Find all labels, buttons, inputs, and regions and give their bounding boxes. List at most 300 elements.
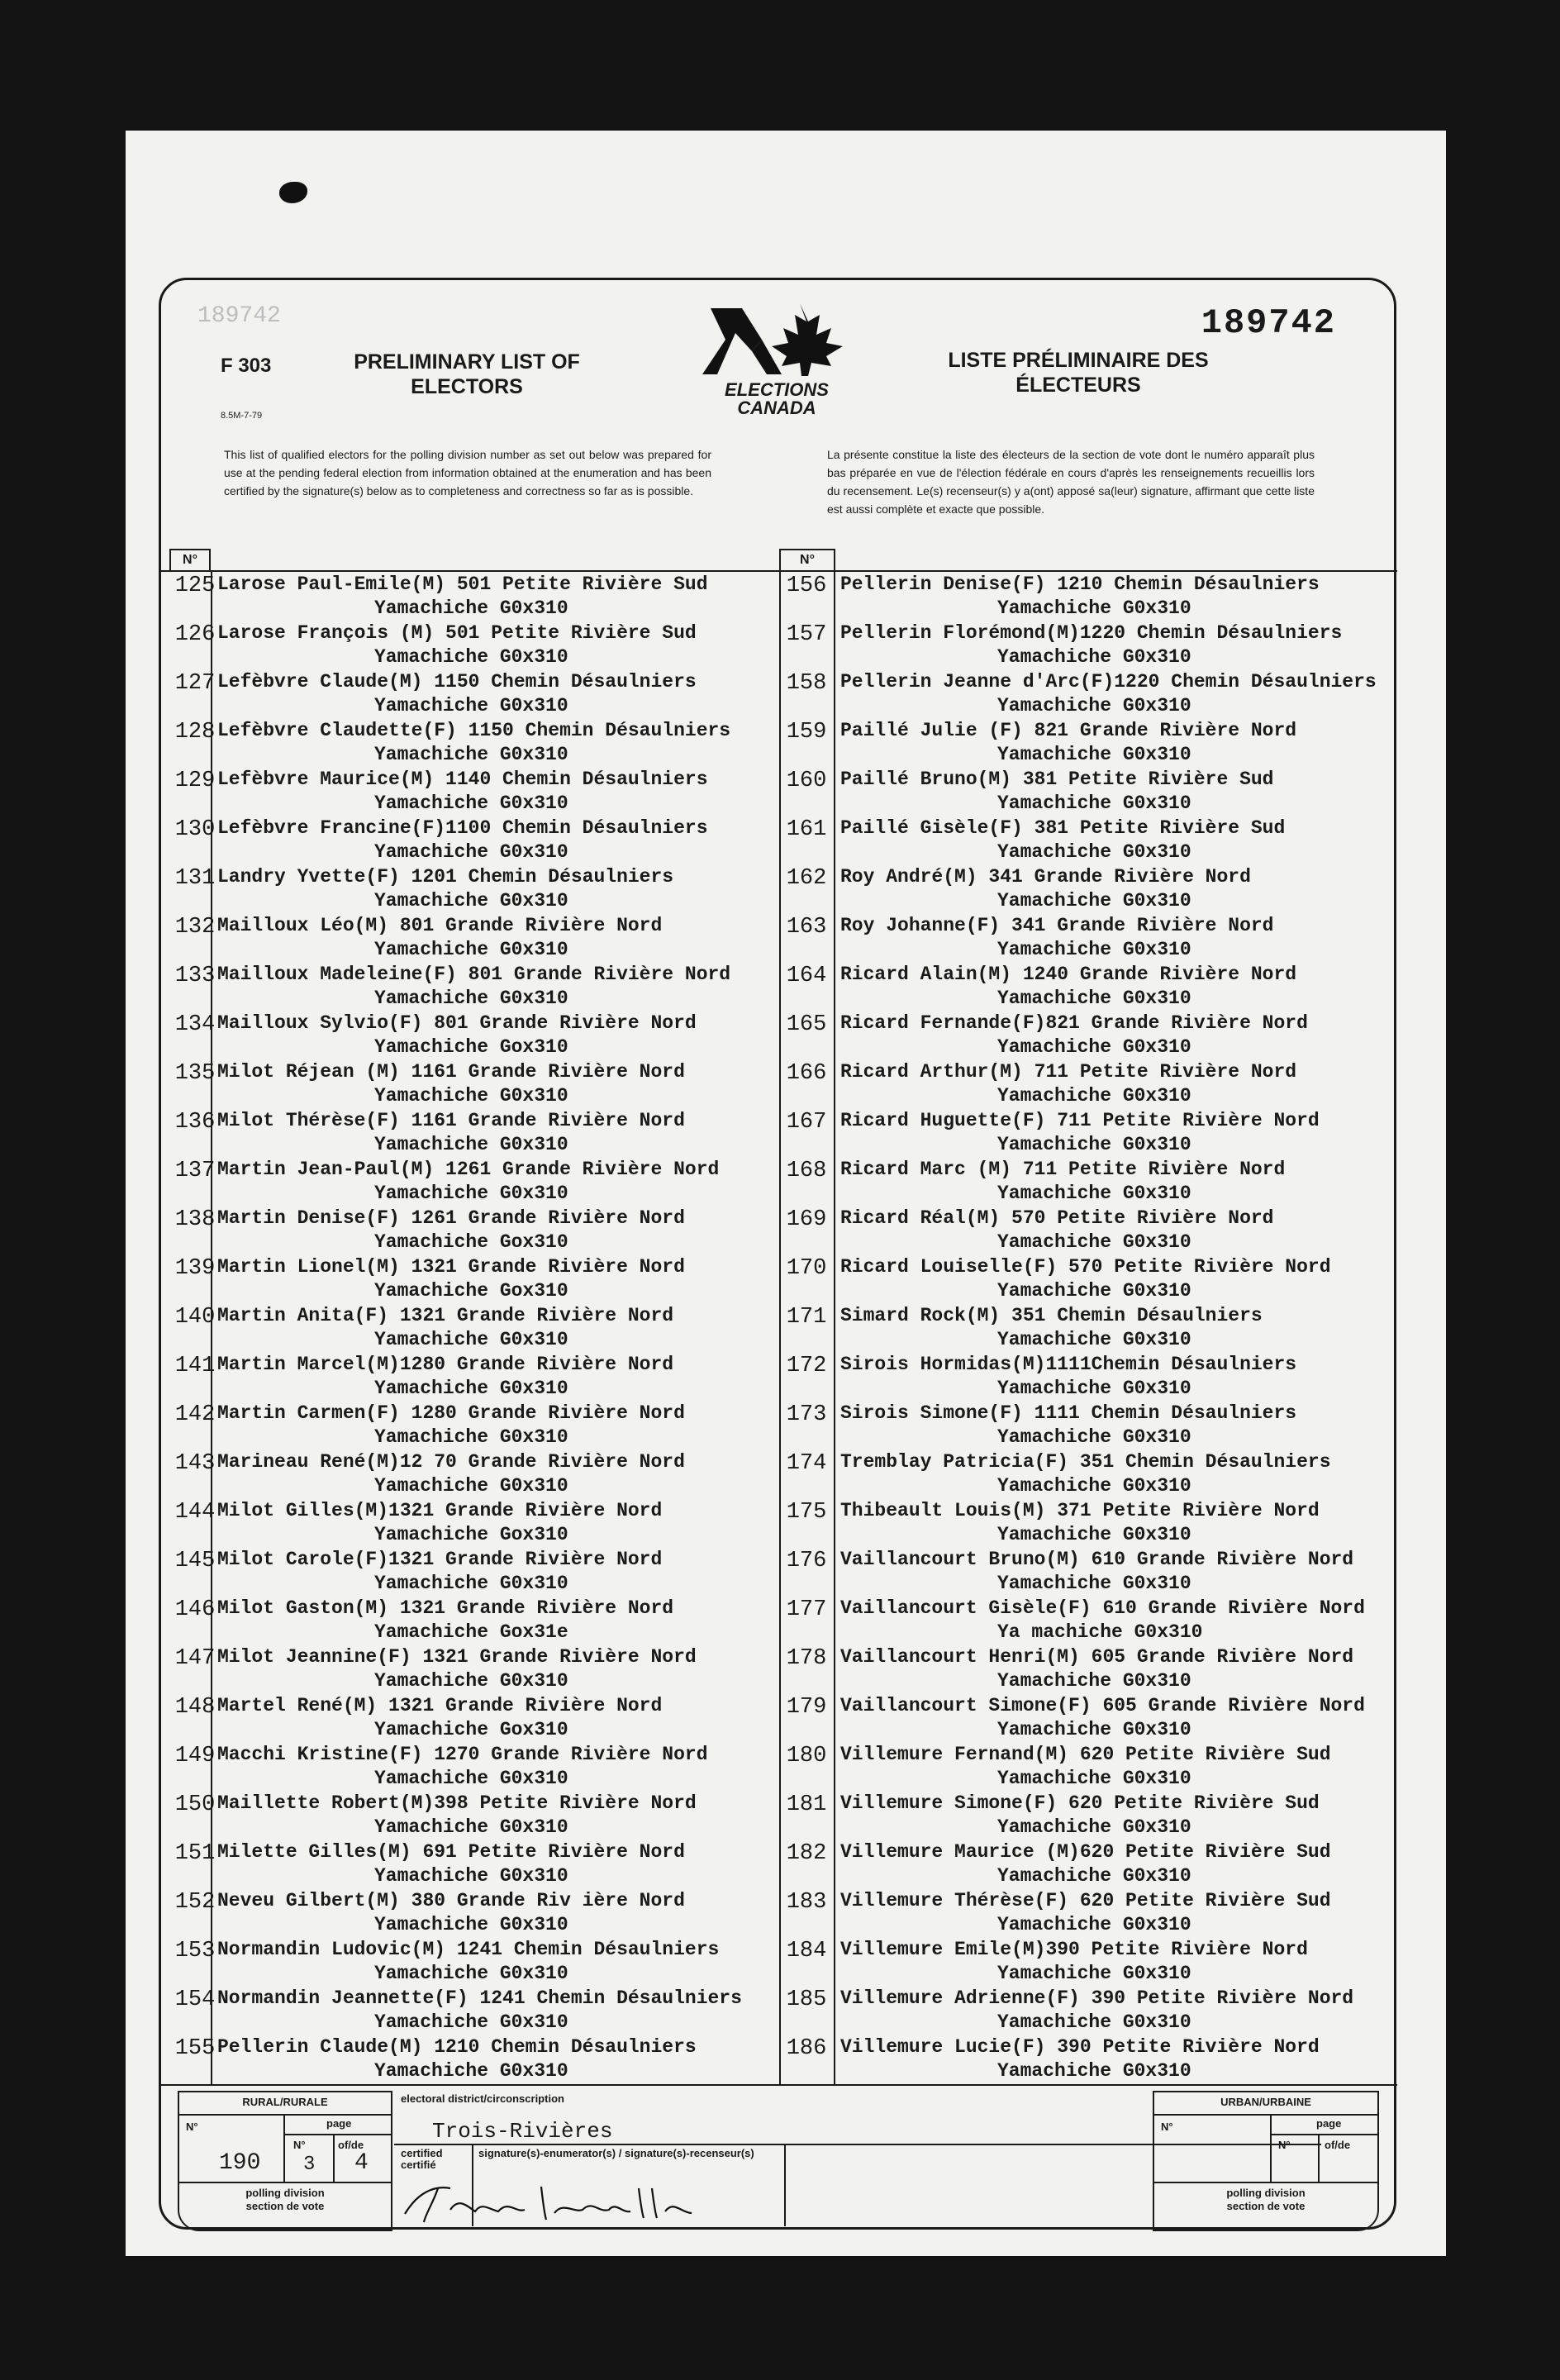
elector-name-address: Neveu Gilbert(M) 380 Grande Riv ière Nord <box>217 1890 685 1911</box>
elector-municipality: Yamachiche G0x310 <box>374 2060 568 2082</box>
elector-number: 164 <box>786 964 827 988</box>
elector-row <box>781 913 1397 962</box>
elector-municipality: Yamachiche G0x310 <box>374 695 568 716</box>
title-french <box>905 348 1252 397</box>
title-english <box>310 350 624 399</box>
elector-name-address: Villemure Emile(M)390 Petite Rivière Nord <box>840 1939 1308 1960</box>
elector-row <box>781 1254 1397 1303</box>
elector-municipality: Yamachiche G0x310 <box>374 1475 568 1497</box>
elector-municipality: Yamachiche G0x310 <box>374 841 568 863</box>
elector-name-address: Larose Paul-Emile(M) 501 Petite Rivière Sud <box>217 574 708 595</box>
elector-municipality: Yamachiche G0x310 <box>997 2060 1191 2082</box>
elector-municipality: Yamachiche G0x310 <box>374 1573 568 1594</box>
elector-row <box>781 718 1397 767</box>
elector-name-address: Lefèbvre Maurice(M) 1140 Chemin Désaulniers <box>217 769 708 790</box>
elector-municipality: Yamachiche Gox310 <box>374 1231 568 1253</box>
rural-col1 <box>283 2114 285 2182</box>
elector-row <box>781 2035 1397 2083</box>
elector-name-address: Normandin Jeannette(F) 1241 Chemin Désaulniers <box>217 1987 742 2009</box>
no-header-right: N° <box>779 549 835 570</box>
elector-row <box>169 572 779 621</box>
elector-name-address: Sirois Hormidas(M)1111Chemin Désaulniers <box>840 1354 1297 1375</box>
elector-number: 132 <box>174 915 216 940</box>
elector-number: 184 <box>786 1939 827 1963</box>
elector-row <box>781 1303 1397 1352</box>
elector-name-address: Mailloux Madeleine(F) 801 Grande Rivière Nord <box>217 964 731 985</box>
elector-municipality: Yamachiche G0x310 <box>997 1183 1191 1204</box>
elector-municipality: Yamachiche G0x310 <box>997 841 1191 863</box>
elector-name-address: Paillé Gisèle(F) 381 Petite Rivière Sud <box>840 817 1286 839</box>
elector-row <box>169 1693 779 1742</box>
elector-name-address: Lefèbvre Claude(M) 1150 Chemin Désaulniers <box>217 671 697 693</box>
elector-number: 130 <box>174 817 216 842</box>
elector-municipality: Yamachiche G0x310 <box>997 1719 1191 1740</box>
elector-municipality: Yamachiche G0x310 <box>374 1865 568 1887</box>
elector-row <box>169 1888 779 1937</box>
elector-municipality: Yamachiche G0x310 <box>374 1670 568 1692</box>
elector-municipality: Yamachiche G0x310 <box>997 646 1191 668</box>
district-value: Trois-Rivières <box>432 2119 613 2144</box>
urban-polling-label-fr: section de vote <box>1226 2200 1306 2212</box>
elector-number: 131 <box>174 866 216 891</box>
elector-name-address: Vaillancourt Bruno(M) 610 Grande Rivière Nord <box>840 1549 1354 1570</box>
polling-division-number: 190 <box>219 2150 261 2176</box>
elector-number: 166 <box>786 1061 827 1086</box>
elector-municipality: Yamachiche G0x310 <box>997 1378 1191 1399</box>
elector-row <box>169 1596 779 1645</box>
elector-municipality: Yamachiche G0x310 <box>374 793 568 814</box>
elector-name-address: Villemure Fernand(M) 620 Petite Rivière Sud <box>840 1744 1331 1765</box>
elector-name-address: Simard Rock(M) 351 Chemin Désaulniers <box>840 1305 1263 1326</box>
urban-page-label: page <box>1316 2117 1342 2130</box>
elector-municipality: Yamachiche G0x310 <box>997 1914 1191 1935</box>
elector-row <box>169 1303 779 1352</box>
elector-row <box>781 1059 1397 1108</box>
form-date: 8.5M-7-79 <box>221 411 263 421</box>
elector-row <box>169 2035 779 2083</box>
elector-number: 140 <box>174 1305 216 1330</box>
logo-text <box>702 381 851 417</box>
elector-municipality: Yamachiche G0x310 <box>997 890 1191 912</box>
rural-polling-label: polling division <box>245 2187 325 2199</box>
elector-row <box>781 864 1397 913</box>
elector-row <box>169 1011 779 1059</box>
elector-municipality: Yamachiche G0x310 <box>374 1085 568 1107</box>
elector-number: 159 <box>786 720 827 745</box>
elector-row <box>169 1059 779 1108</box>
elector-municipality: Yamachiche G0x310 <box>997 1280 1191 1302</box>
elector-name-address: Martin Carmen(F) 1280 Grande Rivière Nord <box>217 1402 685 1424</box>
elector-number: 133 <box>174 964 216 988</box>
elector-municipality: Yamachiche G0x310 <box>374 988 568 1009</box>
elector-municipality: Yamachiche Gox31e <box>374 1621 568 1643</box>
elector-number: 125 <box>174 574 216 598</box>
elector-number: 146 <box>174 1597 216 1622</box>
elector-name-address: Mailloux Sylvio(F) 801 Grande Rivière Nord <box>217 1012 697 1034</box>
elector-name-address: Ricard Louiselle(F) 570 Petite Rivière Nord <box>840 1256 1331 1278</box>
elector-municipality: Yamachiche G0x310 <box>374 1378 568 1399</box>
elector-number: 126 <box>174 622 216 647</box>
logo-line1: ELECTIONS <box>725 379 829 400</box>
elector-municipality: Yamachiche G0x310 <box>374 744 568 765</box>
urban-of-label: of/de <box>1325 2139 1351 2151</box>
elector-row <box>169 1254 779 1303</box>
elector-name-address: Lefèbvre Francine(F)1100 Chemin Désaulniers <box>217 817 708 839</box>
elector-row <box>169 669 779 718</box>
elector-name-address: Sirois Simone(F) 1111 Chemin Désaulniers <box>840 1402 1297 1424</box>
elector-municipality: Yamachiche G0x310 <box>997 695 1191 716</box>
elector-row <box>781 962 1397 1011</box>
elector-number: 186 <box>786 2036 827 2061</box>
elector-municipality: Yamachiche G0x310 <box>997 1768 1191 1789</box>
elector-municipality: Yamachiche G0x310 <box>997 1963 1191 1984</box>
elector-municipality: Yamachiche G0x310 <box>997 1329 1191 1350</box>
elector-name-address: Martin Lionel(M) 1321 Grande Rivière Nord <box>217 1256 685 1278</box>
elector-municipality: Yamachiche G0x310 <box>997 1573 1191 1594</box>
elector-municipality: Yamachiche G0x310 <box>374 1426 568 1448</box>
elector-row <box>169 1645 779 1693</box>
elector-number: 154 <box>174 1987 216 2012</box>
elector-row <box>781 1937 1397 1986</box>
elector-row <box>781 1449 1397 1498</box>
elections-canada-logo <box>702 300 868 424</box>
elector-number: 127 <box>174 671 216 696</box>
elector-row <box>169 621 779 669</box>
elector-municipality: Yamachiche G0x310 <box>374 1134 568 1155</box>
elector-number: 152 <box>174 1890 216 1915</box>
elector-row <box>169 1840 779 1888</box>
rural-polling-label-fr: section de vote <box>245 2200 325 2212</box>
elector-number: 153 <box>174 1939 216 1963</box>
urban-col1 <box>1270 2114 1272 2182</box>
elector-number: 135 <box>174 1061 216 1086</box>
elector-row <box>781 1840 1397 1888</box>
elector-name-address: Villemure Lucie(F) 390 Petite Rivière Nord <box>840 2036 1320 2058</box>
elector-number: 172 <box>786 1354 827 1378</box>
rural-rule <box>179 2114 391 2116</box>
elector-number: 176 <box>786 1549 827 1573</box>
elector-number: 134 <box>174 1012 216 1037</box>
elector-number: 155 <box>174 2036 216 2061</box>
elector-name-address: Macchi Kristine(F) 1270 Grande Rivière Nord <box>217 1744 708 1765</box>
elector-number: 162 <box>786 866 827 891</box>
elector-name-address: Milette Gilles(M) 691 Petite Rivière Nord <box>217 1841 685 1863</box>
elector-name-address: Vaillancourt Simone(F) 605 Grande Rivière Nord <box>840 1695 1365 1716</box>
urban-no-label: N° <box>1161 2121 1173 2133</box>
elector-municipality: Yamachiche G0x310 <box>374 646 568 668</box>
elector-number: 169 <box>786 1207 827 1232</box>
description-french: La présente constitue la liste des électeurs de la section de vote dont le numéro apparaît plus bas préparée en vue de l'élection fédérale en cours d'après les renseignements recueillis lors du recensement. Le(s) recenseur(s) y a(ont) apposé sa(leur) signature, affirmant que cette liste est aussi complète et exacte que possible. <box>827 448 1315 516</box>
elector-name-address: Vaillancourt Gisèle(F) 610 Grande Rivière Nord <box>840 1597 1365 1619</box>
serial-number: 189742 <box>1201 303 1336 343</box>
elector-row <box>781 1742 1397 1791</box>
elector-number: 185 <box>786 1987 827 2012</box>
elector-name-address: Pellerin Claude(M) 1210 Chemin Désaulniers <box>217 2036 697 2058</box>
elector-municipality: Yamachiche G0x310 <box>374 1914 568 1935</box>
elector-number: 171 <box>786 1305 827 1330</box>
elector-row <box>169 1742 779 1791</box>
elector-number: 163 <box>786 915 827 940</box>
elector-number: 144 <box>174 1500 216 1525</box>
elector-number: 175 <box>786 1500 827 1525</box>
urban-bottom-rule <box>1154 2182 1377 2183</box>
elector-number: 181 <box>786 1792 827 1817</box>
rural-col2 <box>333 2134 335 2182</box>
elector-municipality: Yamachiche G0x310 <box>997 1865 1191 1887</box>
elector-name-address: Martin Marcel(M)1280 Grande Rivière Nord <box>217 1354 674 1375</box>
elector-number: 148 <box>174 1695 216 1720</box>
form-sheet <box>126 131 1446 2256</box>
elector-name-address: Martin Anita(F) 1321 Grande Rivière Nord <box>217 1305 674 1326</box>
urban-label: URBAN/URBAINE <box>1220 2096 1311 2108</box>
elector-row <box>781 1011 1397 1059</box>
elector-municipality: Yamachiche G0x310 <box>997 2011 1191 2033</box>
elector-name-address: Martin Jean-Paul(M) 1261 Grande Rivière Nord <box>217 1159 720 1180</box>
logo-line2: CANADA <box>737 397 816 418</box>
elector-municipality: Yamachiche G0x310 <box>374 1768 568 1789</box>
elector-number: 157 <box>786 622 827 647</box>
elector-row <box>781 621 1397 669</box>
elector-name-address: Ricard Marc (M) 711 Petite Rivière Nord <box>840 1159 1286 1180</box>
elector-number: 177 <box>786 1597 827 1622</box>
maple-leaf-icon <box>702 300 851 383</box>
elector-name-address: Ricard Huguette(F) 711 Petite Rivière Nord <box>840 1110 1320 1131</box>
rural-bottom-rule <box>179 2182 391 2183</box>
elector-row <box>169 1206 779 1254</box>
elector-row <box>169 1108 779 1157</box>
elector-row <box>169 1986 779 2035</box>
elector-row <box>781 1157 1397 1206</box>
elector-row <box>169 1498 779 1547</box>
elector-row <box>169 1157 779 1206</box>
elector-number: 182 <box>786 1841 827 1866</box>
elector-number: 168 <box>786 1159 827 1183</box>
urban-rule <box>1154 2114 1377 2116</box>
elector-municipality: Yamachiche G0x310 <box>997 1134 1191 1155</box>
elector-name-address: Maillette Robert(M)398 Petite Rivière Nord <box>217 1792 697 1814</box>
elector-municipality: Yamachiche Gox310 <box>374 1280 568 1302</box>
elector-name-address: Larose François (M) 501 Petite Rivière Sud <box>217 622 697 644</box>
elector-name-address: Roy André(M) 341 Grande Rivière Nord <box>840 866 1251 888</box>
elector-name-address: Paillé Bruno(M) 381 Petite Rivière Sud <box>840 769 1274 790</box>
elector-row <box>781 767 1397 816</box>
elector-name-address: Normandin Ludovic(M) 1241 Chemin Désaulniers <box>217 1939 720 1960</box>
elector-number: 178 <box>786 1646 827 1671</box>
elector-number: 149 <box>174 1744 216 1768</box>
elector-name-address: Pellerin Denise(F) 1210 Chemin Désaulniers <box>840 574 1320 595</box>
elector-row <box>169 816 779 864</box>
elector-row <box>781 1401 1397 1449</box>
elector-municipality: Yamachiche G0x310 <box>997 1816 1191 1838</box>
elector-row <box>781 1645 1397 1693</box>
elector-name-address: Martin Denise(F) 1261 Grande Rivière Nord <box>217 1207 685 1229</box>
signature-drawing <box>401 2177 731 2226</box>
elector-number: 173 <box>786 1402 827 1427</box>
elector-name-address: Milot Gaston(M) 1321 Grande Rivière Nord <box>217 1597 674 1619</box>
elector-name-address: Ricard Réal(M) 570 Petite Rivière Nord <box>840 1207 1274 1229</box>
rural-page-no-label: N° <box>293 2139 306 2151</box>
title-french-line1: LISTE PRÉLIMINAIRE DES <box>948 349 1209 372</box>
elector-name-address: Martel René(M) 1321 Grande Rivière Nord <box>217 1695 663 1716</box>
elector-number: 174 <box>786 1451 827 1476</box>
rural-box <box>178 2091 392 2231</box>
elector-row <box>781 669 1397 718</box>
signature-label: signature(s)-enumerator(s) / signature(s)-recenseur(s) <box>478 2147 754 2159</box>
elector-name-address: Lefèbvre Claudette(F) 1150 Chemin Désaulniers <box>217 720 731 741</box>
elector-municipality: Yamachiche G0x310 <box>997 793 1191 814</box>
signature-divider <box>784 2145 786 2226</box>
elector-municipality: Yamachiche G0x310 <box>997 597 1191 619</box>
footer-top-rule <box>161 2084 1397 2086</box>
elector-number: 142 <box>174 1402 216 1427</box>
urban-page-no-label: N° <box>1278 2139 1291 2151</box>
elector-number: 165 <box>786 1012 827 1037</box>
elector-municipality: Yamachiche G0x310 <box>374 1183 568 1204</box>
elector-municipality: Yamachiche G0x310 <box>997 988 1191 1009</box>
elector-row <box>169 1352 779 1401</box>
elector-municipality: Yamachiche G0x310 <box>374 597 568 619</box>
elector-name-address: Milot Carole(F)1321 Grande Rivière Nord <box>217 1549 663 1570</box>
rural-page-rule <box>283 2134 391 2135</box>
elector-municipality: Yamachiche G0x310 <box>374 890 568 912</box>
elector-number: 179 <box>786 1695 827 1720</box>
urban-col2 <box>1318 2134 1320 2182</box>
rural-no-label: N° <box>186 2121 198 2133</box>
elector-number: 160 <box>786 769 827 793</box>
elector-municipality: Yamachiche G0x310 <box>997 744 1191 765</box>
elector-name-address: Paillé Julie (F) 821 Grande Rivière Nord <box>840 720 1297 741</box>
page-total: 4 <box>354 2150 369 2176</box>
elector-municipality: Yamachiche G0x310 <box>997 1524 1191 1545</box>
elector-number: 150 <box>174 1792 216 1817</box>
elector-name-address: Villemure Simone(F) 620 Petite Rivière Sud <box>840 1792 1320 1814</box>
elector-number: 129 <box>174 769 216 793</box>
elector-municipality: Yamachiche Gox310 <box>374 1036 568 1058</box>
elector-municipality: Yamachiche G0x310 <box>997 939 1191 960</box>
elector-number: 183 <box>786 1890 827 1915</box>
elector-number: 143 <box>174 1451 216 1476</box>
title-english-line2: ELECTORS <box>411 375 523 398</box>
urban-page-rule <box>1270 2134 1377 2135</box>
elector-municipality: Yamachiche G0x310 <box>997 1036 1191 1058</box>
elector-number: 145 <box>174 1549 216 1573</box>
ink-speck <box>279 182 307 203</box>
elector-row <box>169 718 779 767</box>
urban-box <box>1153 2091 1379 2231</box>
elector-name-address: Ricard Alain(M) 1240 Grande Rivière Nord <box>840 964 1297 985</box>
elector-name-address: Roy Johanne(F) 341 Grande Rivière Nord <box>840 915 1274 936</box>
elector-name-address: Pellerin Jeanne d'Arc(F)1220 Chemin Désaulniers <box>840 671 1377 693</box>
form-footer <box>161 2084 1394 2232</box>
elector-row <box>781 1888 1397 1937</box>
elector-row <box>169 1401 779 1449</box>
elector-municipality: Yamachiche G0x310 <box>374 1963 568 1984</box>
title-french-line2: ÉLECTEURS <box>1015 374 1141 397</box>
elector-name-address: Ricard Fernande(F)821 Grande Rivière Nord <box>840 1012 1308 1034</box>
elector-number: 156 <box>786 574 827 598</box>
elector-name-address: Milot Gilles(M)1321 Grande Rivière Nord <box>217 1500 663 1521</box>
elector-row <box>169 864 779 913</box>
elector-number: 167 <box>786 1110 827 1135</box>
elector-name-address: Milot Thérèse(F) 1161 Grande Rivière Nord <box>217 1110 685 1131</box>
elector-row <box>781 816 1397 864</box>
elector-number: 136 <box>174 1110 216 1135</box>
elector-name-address: Ricard Arthur(M) 711 Petite Rivière Nord <box>840 1061 1297 1083</box>
elector-municipality: Yamachiche Gox310 <box>374 1524 568 1545</box>
elector-row <box>169 1449 779 1498</box>
enumerator-signature <box>401 2177 731 2226</box>
no-header-left: N° <box>169 549 211 570</box>
elector-name-address: Thibeault Louis(M) 371 Petite Rivière Nord <box>840 1500 1320 1521</box>
elector-number: 147 <box>174 1646 216 1671</box>
elector-number: 161 <box>786 817 827 842</box>
elector-number: 139 <box>174 1256 216 1281</box>
elector-row <box>169 767 779 816</box>
elector-row <box>781 572 1397 621</box>
rural-page-label: page <box>326 2117 352 2130</box>
elector-municipality: Yamachiche Gox310 <box>374 1719 568 1740</box>
elector-name-address: Mailloux Léo(M) 801 Grande Rivière Nord <box>217 915 663 936</box>
elector-municipality: Yamachiche G0x310 <box>997 1231 1191 1253</box>
elector-name-address: Milot Réjean (M) 1161 Grande Rivière Nord <box>217 1061 685 1083</box>
elector-row <box>781 1596 1397 1645</box>
elector-municipality: Yamachiche G0x310 <box>997 1670 1191 1692</box>
elector-name-address: Pellerin Florémond(M)1220 Chemin Désaulniers <box>840 622 1343 644</box>
elector-row <box>781 1986 1397 2035</box>
elector-name-address: Vaillancourt Henri(M) 605 Grande Rivière Nord <box>840 1646 1354 1668</box>
certified-label: certified <box>401 2147 443 2159</box>
elector-name-address: Landry Yvette(F) 1201 Chemin Désaulniers <box>217 866 674 888</box>
elector-number: 138 <box>174 1207 216 1232</box>
elector-row <box>781 1498 1397 1547</box>
elector-row <box>781 1352 1397 1401</box>
elector-number: 141 <box>174 1354 216 1378</box>
form-code: F 303 <box>221 355 272 377</box>
elector-name-address: Villemure Thérèse(F) 620 Petite Rivière Sud <box>840 1890 1331 1911</box>
elector-municipality: Yamachiche G0x310 <box>374 2011 568 2033</box>
electors-table <box>161 549 1394 2084</box>
elector-name-address: Villemure Maurice (M)620 Petite Rivière Sud <box>840 1841 1331 1863</box>
elector-row <box>781 1206 1397 1254</box>
elector-row <box>169 1937 779 1986</box>
title-english-line1: PRELIMINARY LIST OF <box>354 350 580 374</box>
elector-row <box>781 1108 1397 1157</box>
description-english: This list of qualified electors for the polling division number as set out below was prepared for use at the pending federal election from information obtained at the enumeration and has been certified by the signature(s) below as to completeness and correctness so far as is possible. <box>224 448 711 497</box>
elector-row <box>781 1547 1397 1596</box>
elector-number: 137 <box>174 1159 216 1183</box>
elector-row <box>169 962 779 1011</box>
elector-name-address: Tremblay Patricia(F) 351 Chemin Désaulniers <box>840 1451 1331 1473</box>
elector-name-address: Villemure Adrienne(F) 390 Petite Rivière Nord <box>840 1987 1354 2009</box>
elector-number: 128 <box>174 720 216 745</box>
elector-row <box>169 1547 779 1596</box>
rural-of-label: of/de <box>338 2139 364 2151</box>
elector-municipality: Yamachiche G0x310 <box>374 1816 568 1838</box>
elector-municipality: Yamachiche G0x310 <box>997 1475 1191 1497</box>
district-label: electoral district/circonscription <box>401 2092 564 2105</box>
page-number: 3 <box>303 2154 316 2176</box>
elector-municipality: Ya machiche G0x310 <box>997 1621 1203 1643</box>
elector-number: 151 <box>174 1841 216 1866</box>
elector-number: 180 <box>786 1744 827 1768</box>
rural-label: RURAL/RURALE <box>242 2096 328 2108</box>
elector-name-address: Marineau René(M)12 70 Grande Rivière Nord <box>217 1451 685 1473</box>
elector-name-address: Milot Jeannine(F) 1321 Grande Rivière Nord <box>217 1646 697 1668</box>
elector-municipality: Yamachiche G0x310 <box>997 1085 1191 1107</box>
faint-stamp: 189742 <box>197 303 281 329</box>
elector-row <box>781 1693 1397 1742</box>
urban-polling-label: polling division <box>1226 2187 1306 2199</box>
